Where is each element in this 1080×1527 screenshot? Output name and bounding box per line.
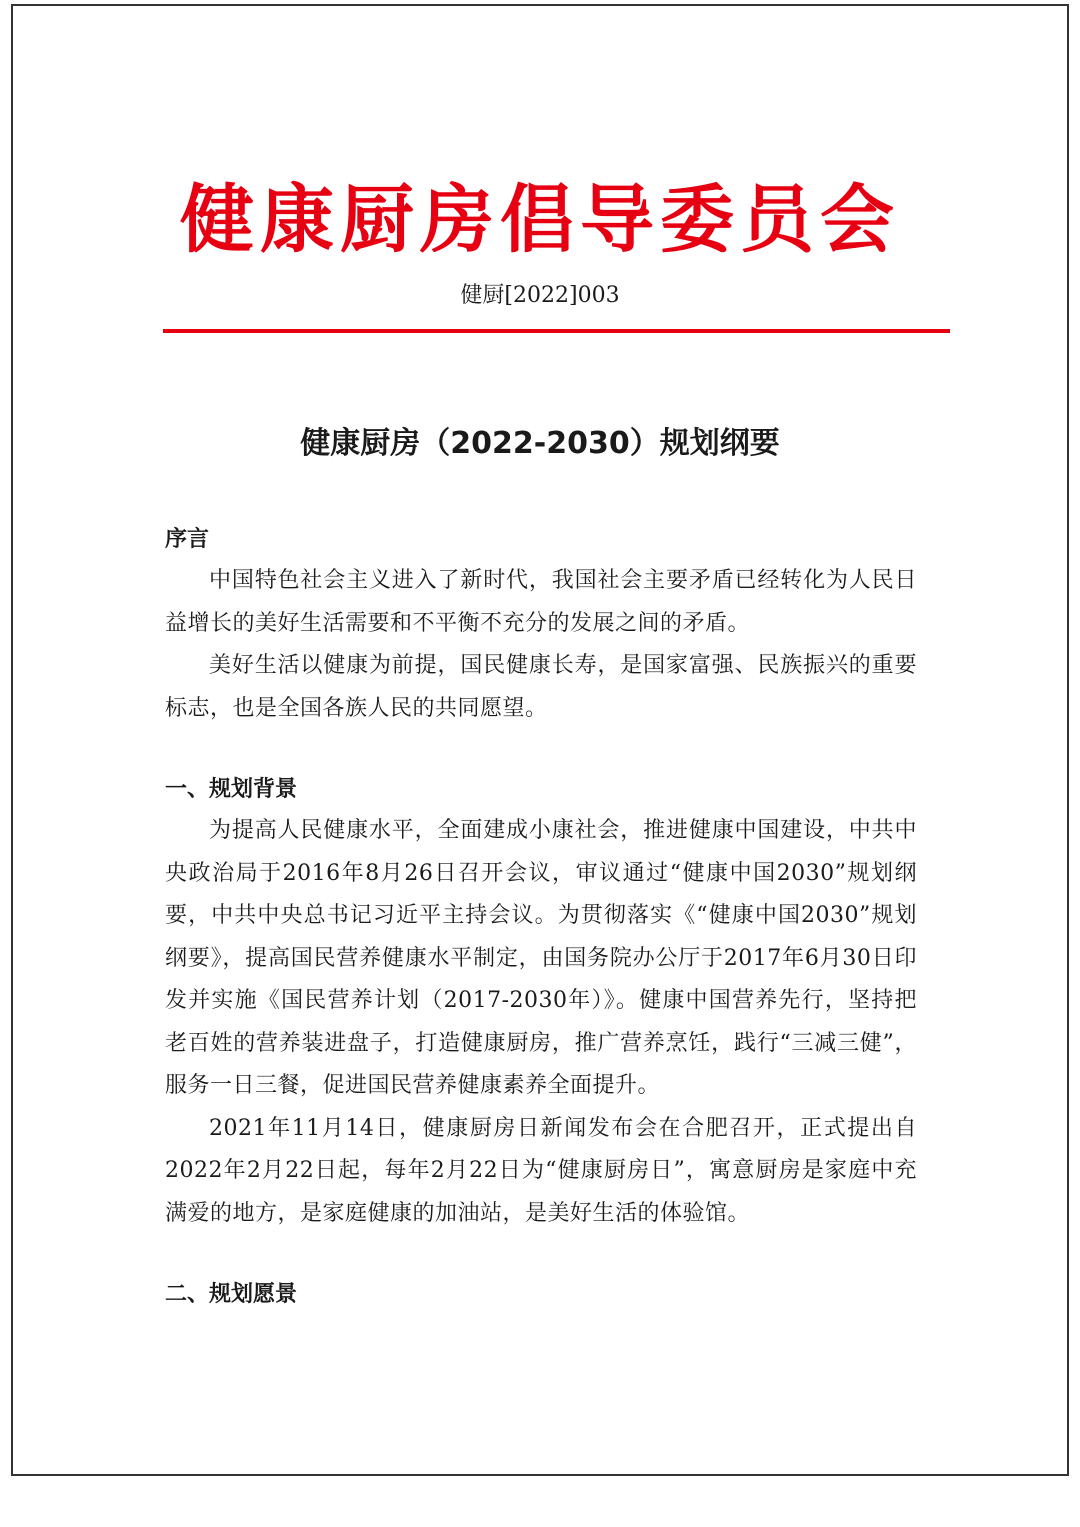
paragraph: 中国特色社会主义进入了新时代，我国社会主要矛盾已经转化为人民日益增长的美好生活需要和不平衡不充分的发展之间的矛盾。 bbox=[165, 568, 917, 636]
paragraph: 2021年11月14日，健康厨房日新闻发布会在合肥召开，正式提出自2022年2月22日起，每年2月22日为“健康厨房日”，寓意厨房是家庭中充满爱的地方，是家庭健康的加油站，是美好生活的体验馆。 bbox=[165, 1115, 917, 1226]
organization-title: 健康厨房倡导委员会 bbox=[180, 177, 900, 263]
section-preface bbox=[165, 518, 917, 730]
document-body bbox=[165, 518, 917, 1315]
section-heading: 二、规划愿景 bbox=[165, 1281, 298, 1307]
section-background bbox=[165, 768, 917, 1235]
paragraph: 为提高人民健康水平，全面建成小康社会，推进健康中国建设，中共中央政治局于2016年8月26日召开会议，审议通过“健康中国2030”规划纲要，中共中央总书记习近平主持会议。为贯彻落实《“健康中国2030”规划纲要》，提高国民营养健康水平制定，由国务院办公厅于2017年6月30日印发并实施《国民营养计划（2017-2030年）》。健康中国营养先行，坚持把老百姓的营养装进盘子，打造健康厨房，推广营养烹饪，践行“三减三健”，服务一日三餐，促进国民营养健康素养全面提升。 bbox=[165, 818, 917, 1098]
red-divider bbox=[163, 329, 950, 333]
paragraph: 美好生活以健康为前提，国民健康长寿，是国家富强、民族振兴的重要标志，也是全国各族人民的共同愿望。 bbox=[165, 653, 917, 721]
section-vision bbox=[165, 1273, 917, 1315]
document-title: 健康厨房（2022-2030）规划纲要 bbox=[300, 426, 780, 461]
section-heading: 序言 bbox=[165, 526, 210, 552]
document-number: 健厨[2022]003 bbox=[460, 283, 620, 308]
section-heading: 一、规划背景 bbox=[165, 776, 298, 802]
